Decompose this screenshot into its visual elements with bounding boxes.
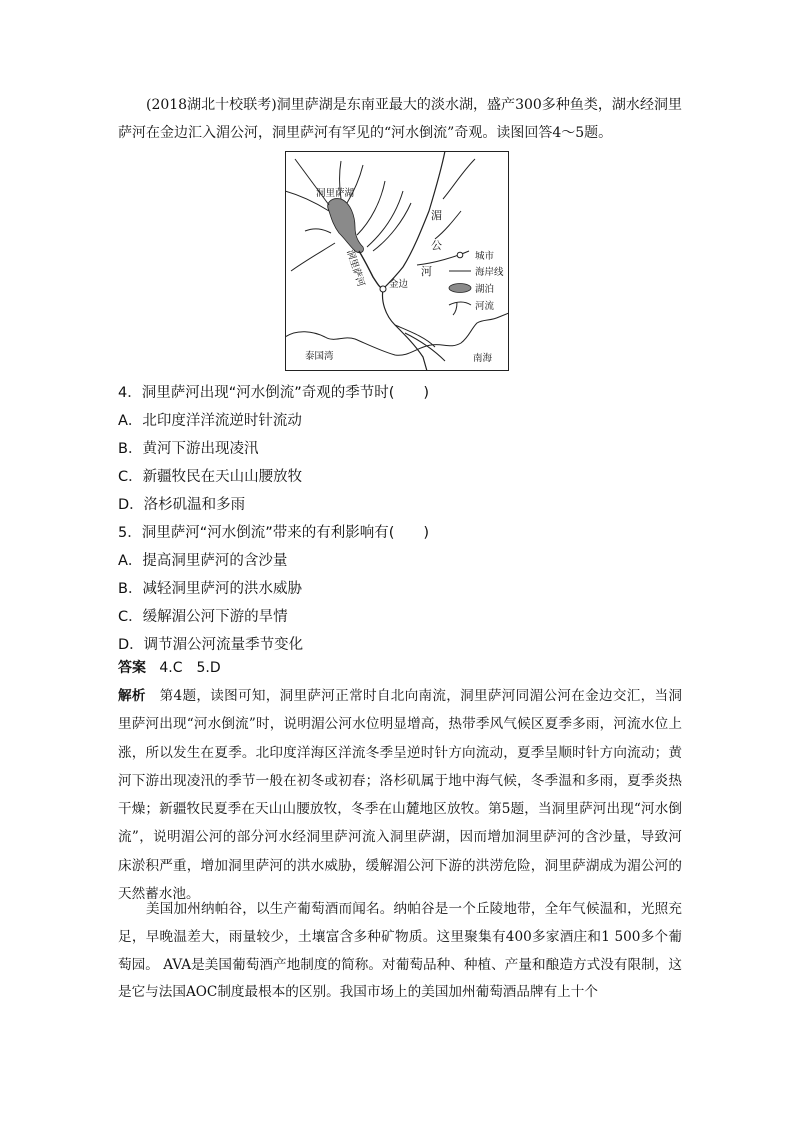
mekong-label-2: 公 xyxy=(431,239,442,252)
explanation-text: 第4题，读图可知，洞里萨河正常时自北向南流，洞里萨河同湄公河在金边交汇，当洞里萨河出现“河水倒流”时，说明湄公河水位明显增高，热带季风气候区夏季多雨，河流水位上涨，所以发生在夏季。北印度洋海区洋流冬季呈逆时针方向流动，夏季呈顺时针方向流动；黄河下游出现凌汛的季节一般在初冬或初春；洛杉矶属于地中海气候，冬季温和多雨，夏季炎热干燥；新疆牧民夏季在天山山腰放牧，冬季在山麓地区放牧。第5题，当洞里萨河出现“河水倒流”，说明湄公河的部分河水经洞里萨河流入洞里萨湖，因而增加洞里萨河的含沙量，导致河床淤积严重，增加洞里萨河的洪水威胁，缓解湄公河下游的洪涝危险，洞里萨湖成为湄公河的天然蓄水池。 xyxy=(118,688,683,903)
intro-paragraph: (2018湖北十校联考)洞里萨湖是东南亚最大的淡水湖，盛产300多种鱼类，湖水经洞里萨河在金边汇入湄公河，洞里萨河有罕见的“河水倒流”奇观。读图回答4～5题。 xyxy=(118,97,682,141)
explanation xyxy=(118,682,682,908)
legend-city: 城市 xyxy=(475,251,495,262)
q5-option-a: A．提高洞里萨河的含沙量 xyxy=(118,553,288,569)
explanation-label: 解析 xyxy=(118,688,146,704)
lake-label: 洞里萨湖 xyxy=(316,188,355,199)
answer-line xyxy=(118,657,221,677)
mekong-map xyxy=(285,151,509,371)
sea-label: 南海 xyxy=(473,353,493,364)
legend-coastline: 海岸线 xyxy=(475,267,504,278)
q4-stem: 4．洞里萨河出现“河水倒流”奇观的季节时( ) xyxy=(118,385,430,401)
gulf-label: 泰国湾 xyxy=(305,351,334,362)
legend-lake: 湖泊 xyxy=(475,284,495,295)
phnom-penh-city-marker xyxy=(380,286,386,292)
q5-stem: 5．洞里萨河“河水倒流”带来的有利影响有( ) xyxy=(118,525,430,541)
mekong-label-1: 湄 xyxy=(431,209,442,222)
river-label: 洞里萨河 xyxy=(344,248,367,289)
q5-option-b: B．减轻洞里萨河的洪水威胁 xyxy=(118,581,302,597)
mekong-label-3: 河 xyxy=(421,265,432,278)
legend-river: 河流 xyxy=(475,301,495,312)
q4-option-d: D．洛杉矶温和多雨 xyxy=(118,497,246,513)
q4-option-c: C．新疆牧民在天山山腰放牧 xyxy=(118,469,303,485)
answer-label: 答案 xyxy=(118,660,146,676)
q5-option-d: D．调节湄公河流量季节变化 xyxy=(118,637,304,653)
q4-option-a: A．北印度洋洋流逆时针流动 xyxy=(118,413,302,429)
q4-option-b: B．黄河下游出现凌汛 xyxy=(118,441,259,457)
q5-option-c: C．缓解湄公河下游的旱情 xyxy=(118,609,288,625)
napa-paragraph: 美国加州纳帕谷，以生产葡萄酒而闻名。纳帕谷是一个丘陵地带，全年气候温和，光照充足，早晚温差大，雨量较少，土壤富含多种矿物质。这里聚集有400多家酒庄和1 500多个葡萄园。 AVA是美国葡萄酒产地制度的简称。对葡萄品种、种植、产量和酿造方式没有限制，这是它与法国AOC制度最根本的区别。我国市场上的美国加州葡萄酒品牌有上十个 xyxy=(118,901,682,1001)
answer-value: 4.C 5.D xyxy=(159,660,221,676)
city-label: 金边 xyxy=(389,279,409,290)
